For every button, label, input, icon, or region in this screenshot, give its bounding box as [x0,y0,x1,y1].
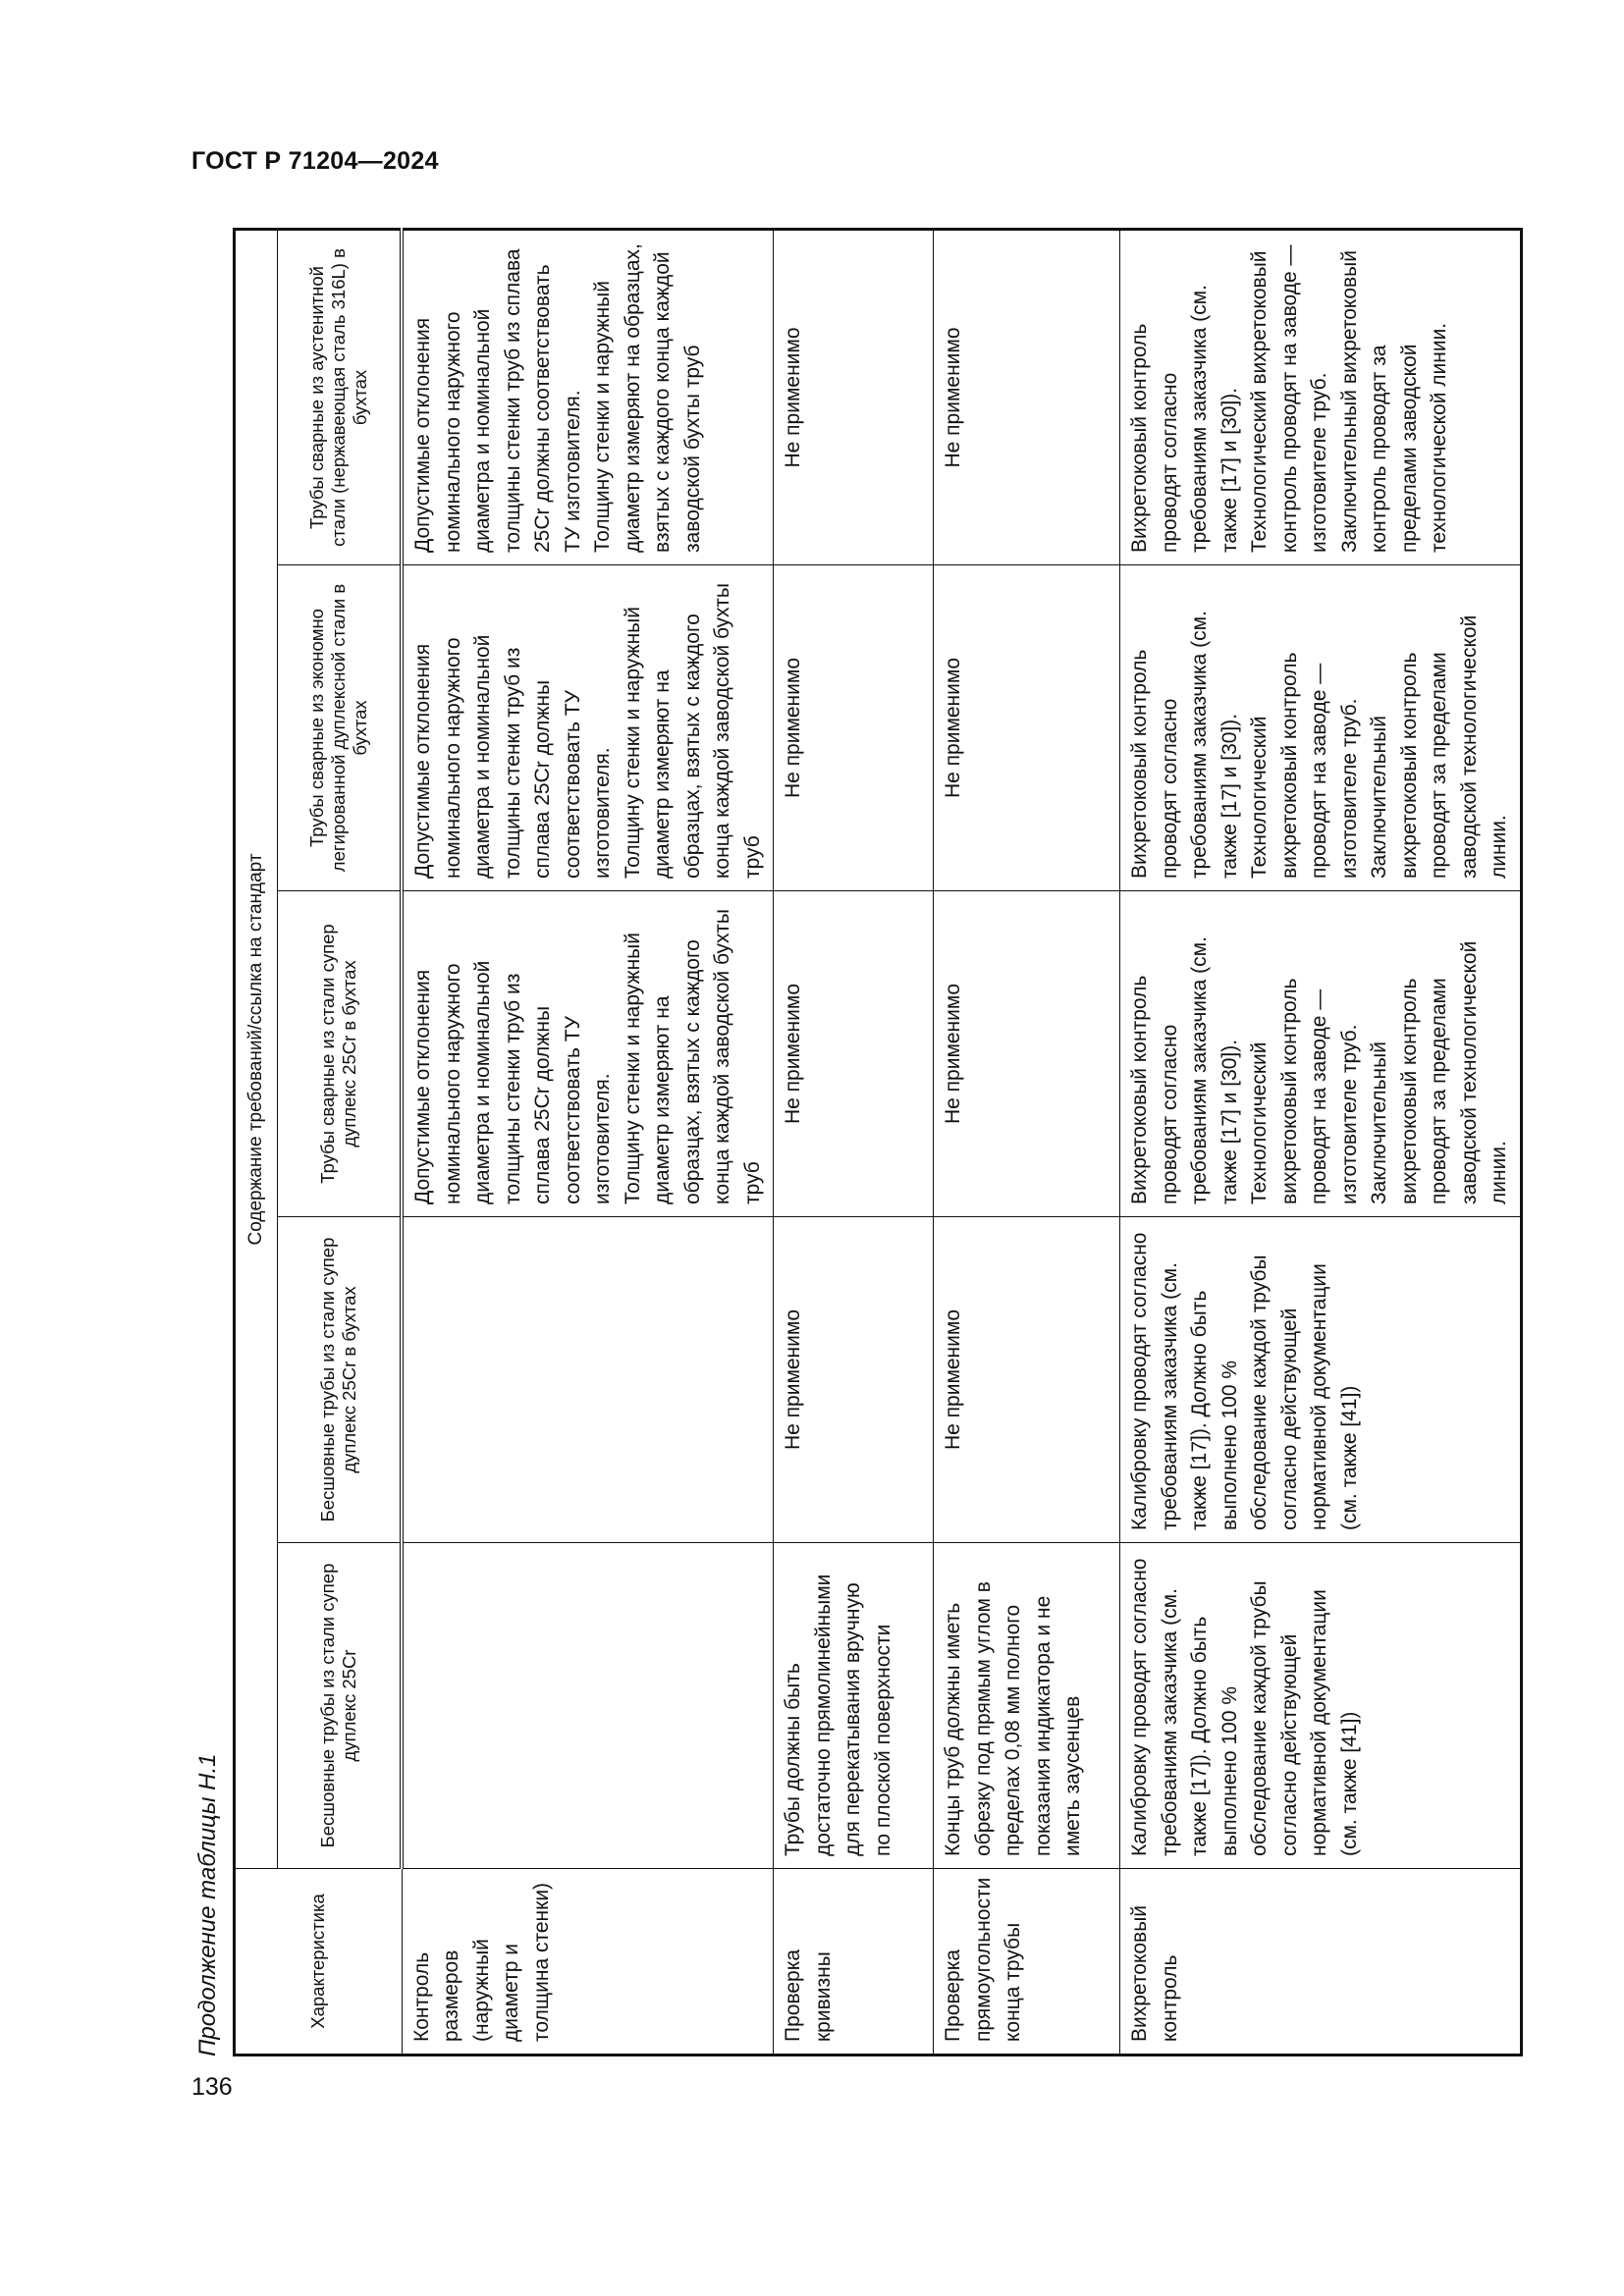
table-cell: Концы труб должны иметь обрезку под прямым углом в пределах 0,08 мм полного показания индикатора и не иметь заусенцев [934,1543,1120,1869]
table-cell: Не применимо [934,229,1120,564]
table-caption: Продолжение таблицы Н.1 [194,1753,221,2056]
table-cell: Калибровку проводят согласно требованиям заказчика (см. также [17]). Должно быть выполнено 100 % обследование каждой трубы согласно действующей нормативной документации (см. также [41]) [1120,1217,1522,1543]
table-cell: Не применимо [774,229,934,564]
table-cell: Вихретоковый контроль проводят согласно требованиям заказчика (см. также [17] и [30]). Технологический вихретоковый контроль проводят на заводе — изготовителе труб. Заключительный вихретоковый контроль проводят за пределами заводской технологической линии. [1120,565,1522,891]
column-header: Трубы сварные из экономно легированной дуплексной стали в бухтах [278,565,403,891]
header-characteristic: Характеристика [235,1869,403,2056]
table-cell: Допустимые отклонения номинального наружного диаметра и номинальной толщины стенки труб из сплава 25Cr должны соответствовать ТУ изготовителя. Толщину стенки и наружный диаметр измеряют на образцах, взятых с каждого конца каждой заводской бухты труб [402,229,774,564]
table-cell: Калибровку проводят согласно требованиям заказчика (см. также [17]). Должно быть выполнено 100 % обследование каждой трубы согласно действующей нормативной документации (см. также [41]) [1120,1543,1522,1869]
table-cell [402,1543,774,1869]
document-header: ГОСТ Р 71204—2024 [191,147,439,175]
column-header: Бесшовные трубы из стали супер дуплекс 25Cr в бухтах [278,1217,403,1543]
table-row [1120,229,1522,2055]
row-characteristic: Вихретоковый контроль [1120,1869,1522,2056]
table-cell: Не применимо [774,891,934,1217]
column-header: Трубы сварные из стали супер дуплекс 25Cr в бухтах [278,891,403,1217]
table-cell: Не применимо [934,891,1120,1217]
header-requirements-group: Содержание требований/ссылка на стандарт [235,229,278,1868]
column-header: Трубы сварные из аустенитной стали (нержавеющая сталь 316L) в бухтах [278,229,403,564]
table-row [934,229,1120,2055]
table-cell: Не применимо [934,565,1120,891]
table-cell: Не применимо [934,1217,1120,1543]
page-number: 136 [191,2073,233,2101]
row-characteristic: Проверка кривизны [774,1869,934,2056]
table-cell [402,1217,774,1543]
row-characteristic: Проверка прямоугольности конца трубы [934,1869,1120,2056]
table-cell: Вихретоковый контроль проводят согласно требованиям заказчика (см. также [17] и [30]). Технологический вихретоковый контроль проводят на заводе — изготовителе труб. Заключительный вихретоковый контроль проводят за пределами заводской технологической линии. [1120,891,1522,1217]
table-row [774,229,934,2055]
table-cell: Вихретоковый контроль проводят согласно требованиям заказчика (см. также [17] и [30]). Технологический вихретоковый контроль проводят на заводе — изготовителе труб. Заключительный вихретоковый контроль проводят за пределами заводской технологической линии. [1120,229,1522,564]
table-cell: Допустимые отклонения номинального наружного диаметра и номинальной толщины стенки труб из сплава 25Cr должны соответствовать ТУ изготовителя. Толщину стенки и наружный диаметр измеряют на образцах, взятых с каждого конца каждой заводской бухты труб [402,565,774,891]
rotated-table-container [191,221,1510,2056]
table-cell: Не применимо [774,1217,934,1543]
table-row [402,229,774,2055]
column-header: Бесшовные трубы из стали супер дуплекс 25Cr [278,1543,403,1869]
table-cell: Допустимые отклонения номинального наружного диаметра и номинальной толщины стенки труб из сплава 25Cr должны соответствовать ТУ изготовителя. Толщину стенки и наружный диаметр измеряют на образцах, взятых с каждого конца каждой заводской бухты труб [402,891,774,1217]
table-cell: Трубы должны быть достаточно прямолинейными для перекатывания вручную по плоской поверхности [774,1543,934,1869]
row-characteristic: Контроль размеров (наружный диаметр и толщина стенки) [402,1869,774,2056]
table-cell: Не применимо [774,565,934,891]
requirements-table [233,228,1523,2056]
